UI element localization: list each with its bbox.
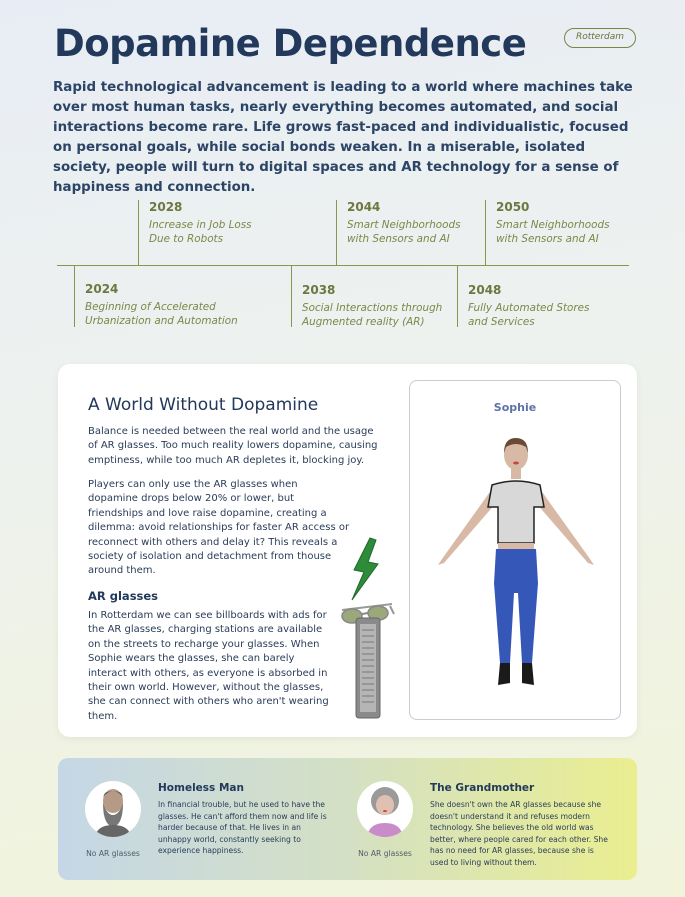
homeless-man-name: Homeless Man <box>158 782 244 794</box>
grandmother-name: The Grandmother <box>430 782 535 794</box>
timeline-label: Increase in Job Loss Due to Robots <box>149 219 252 245</box>
timeline-label: Smart Neighborhoods with Sensors and AI <box>347 219 461 245</box>
timeline-year: 2028 <box>149 200 183 214</box>
timeline-year: 2048 <box>468 283 502 297</box>
sophie-panel[interactable] <box>409 380 621 720</box>
timeline-year: 2024 <box>85 282 119 296</box>
homeless-man-icon <box>85 781 141 837</box>
homeless-man-desc: In financial trouble, but he used to have the glasses. He can't afford them now and life is harder because of that. He lives in an unhappy world, constantly seeking to experience happiness. <box>158 800 327 855</box>
grandmother-icon <box>357 781 413 837</box>
world-para-2: Players can only use the AR glasses when dopamine drops below 20% or lower, but friendships and love raise dopamine, creating a dilemma: avoid relationships for faster AR access or reconnect with others and delay it? This reveals a society of isolation and detachment from thouse around them. <box>88 479 350 577</box>
timeline-label: Beginning of Accelerated Urbanization and Automation <box>85 301 238 327</box>
intro-text: Rapid technological advancement is leading to a world where machines take over most human tasks, nearly everything becomes automated, and social interactions become rare. Life grows fast-paced and individualistic, focused on personal goals, while social bonds weaken. In a miserable, isolated society, people will turn to digital spaces and AR technology for a sense of happiness and connection. <box>53 80 633 195</box>
timeline-stem <box>336 200 337 265</box>
timeline-year: 2038 <box>302 283 336 297</box>
sophie-figure <box>430 433 602 703</box>
world-para-1: Balance is needed between the real world and the usage of AR glasses. Too much reality lowers dopamine, causing emptiness, while too much AR depletes it, blocking joy. <box>88 426 378 466</box>
homeless-man-tag: No AR glasses <box>86 849 140 858</box>
lightning-bolt-icon <box>352 538 378 600</box>
grandmother-desc: She doesn't own the AR glasses because she doesn't understand it and refuses modern technology. She believes the old world was better, where people cared for each other. She has no need for AR glasses, because she is used to living without them. <box>430 800 608 867</box>
timeline-label: Smart Neighborhoods with Sensors and AI <box>496 219 610 245</box>
timeline-label: Fully Automated Stores and Services <box>468 302 590 328</box>
timeline-stem <box>291 265 292 327</box>
ar-glasses-text: In Rotterdam we can see billboards with ads for the AR glasses, charging stations are available on the streets to recharge your glasses. When Sophie wears the glasses, she can barely interact with others, as everyone is absorbed in their own world. However, without the glasses, she can connect with others who aren't wearing them. <box>88 610 329 722</box>
timeline-stem <box>457 265 458 327</box>
timeline-stem <box>138 200 139 265</box>
characters-strip <box>58 758 637 880</box>
world-card <box>58 364 637 737</box>
sophie-name: Sophie <box>493 401 537 414</box>
timeline-year: 2050 <box>496 200 530 214</box>
charging-station-illustration <box>334 534 400 724</box>
homeless-man-avatar[interactable] <box>85 781 141 837</box>
timeline-year: 2044 <box>347 200 381 214</box>
grandmother-avatar[interactable] <box>357 781 413 837</box>
world-heading: A World Without Dopamine <box>88 395 319 415</box>
timeline-label: Social Interactions through Augmented reality (AR) <box>302 302 443 328</box>
timeline-axis <box>57 265 629 266</box>
timeline-stem <box>74 265 75 327</box>
timeline-stem <box>485 200 486 265</box>
grandmother-tag: No AR glasses <box>358 849 412 858</box>
page-title: Dopamine Dependence <box>54 22 527 65</box>
location-tag[interactable]: Rotterdam <box>564 28 636 48</box>
ar-glasses-heading: AR glasses <box>88 589 159 603</box>
